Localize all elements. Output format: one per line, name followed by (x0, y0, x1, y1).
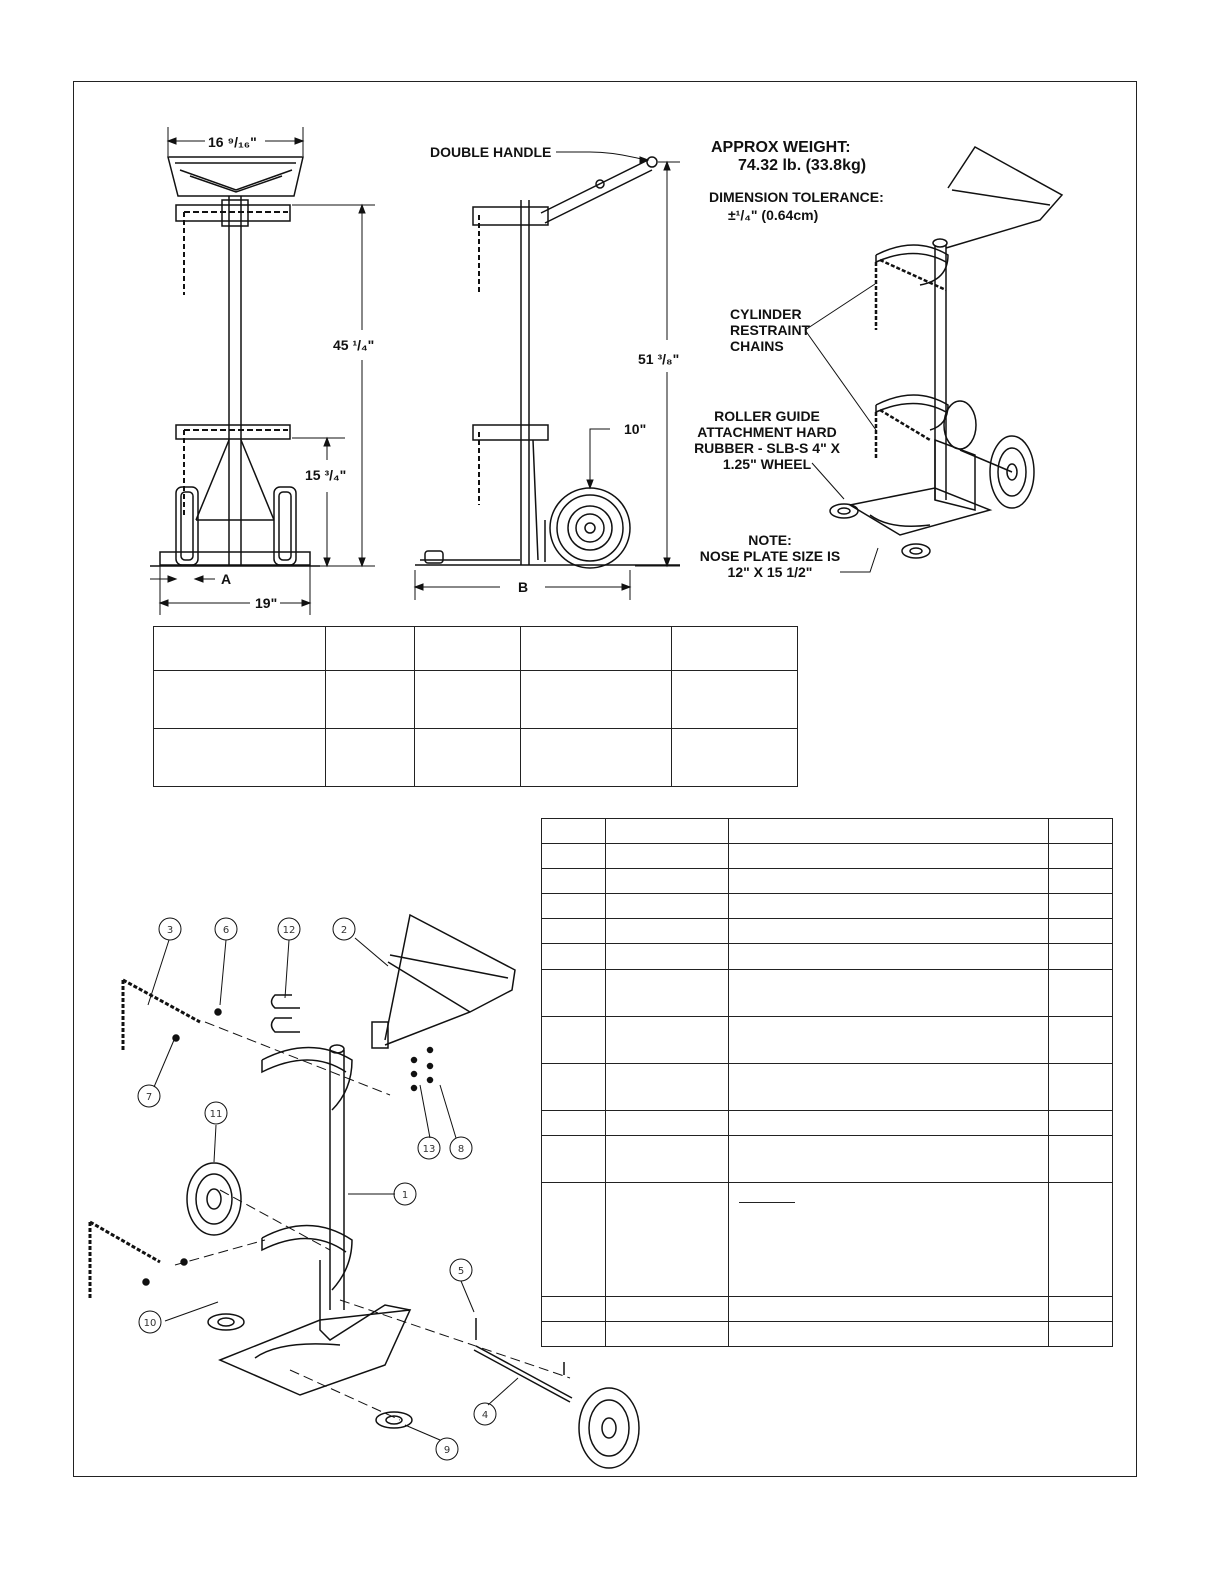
balloon-2 (333, 918, 355, 940)
dim-top-width: 16 ⁹/₁₆" (208, 134, 257, 150)
front-view (150, 157, 320, 566)
balloon-leaders (145, 938, 518, 1440)
tolerance-title: DIMENSION TOLERANCE: (709, 189, 884, 205)
table-row (542, 1063, 1113, 1110)
table-row (542, 1016, 1113, 1063)
dim-overall-height: 45 ¹/₄" (333, 337, 375, 353)
dim-side-height: 51 ³/₈" (638, 351, 680, 367)
table-row (154, 729, 798, 787)
nose-plate-line-1: NOTE: (748, 532, 792, 548)
table-row (542, 969, 1113, 1016)
nose-plate-line-2: NOSE PLATE SIZE IS (699, 548, 841, 564)
svg-text:1: 1 (401, 1190, 409, 1201)
underline-mark (739, 1202, 795, 1203)
table-row (542, 919, 1113, 944)
balloon-13 (418, 1137, 440, 1159)
table-row (542, 819, 1113, 844)
dim-label-b: B (518, 579, 529, 595)
callout-double-handle: DOUBLE HANDLE (430, 144, 552, 160)
restraint-chains-line-1: CYLINDER (730, 306, 802, 322)
restraint-chains-line-2: RESTRAINT (730, 322, 811, 338)
svg-text:9: 9 (443, 1445, 451, 1456)
table-row (542, 869, 1113, 894)
table-row (542, 1321, 1113, 1346)
svg-text:13: 13 (422, 1144, 436, 1155)
svg-text:3: 3 (166, 925, 174, 936)
svg-text:6: 6 (222, 925, 230, 936)
dim-wheel-diameter: 10" (624, 421, 647, 437)
dimension-table (153, 626, 798, 787)
balloon-9 (436, 1438, 458, 1460)
svg-text:12: 12 (282, 925, 296, 936)
svg-text:5: 5 (457, 1266, 465, 1277)
svg-text:4: 4 (481, 1410, 489, 1421)
isometric-view (830, 147, 1062, 558)
svg-text:11: 11 (209, 1109, 223, 1120)
nose-plate-line-3: 12" X 15 1/2" (727, 564, 813, 580)
dim-label-a: A (221, 571, 232, 587)
table-row (154, 627, 798, 671)
balloon-5 (450, 1259, 472, 1281)
table-row (154, 671, 798, 729)
callout-nose-plate (700, 532, 841, 580)
balloon-11 (205, 1102, 227, 1124)
approx-weight-value: 74.32 lb. (33.8kg) (738, 157, 867, 174)
table-row (542, 1296, 1113, 1321)
table-row (542, 1111, 1113, 1136)
svg-text:10: 10 (143, 1318, 157, 1329)
balloon-10 (139, 1311, 161, 1333)
callout-restraint-chains (730, 306, 811, 354)
table-row (542, 944, 1113, 969)
parts-list-table (541, 818, 1113, 1347)
table-row (542, 894, 1113, 919)
roller-guide-line-2: ATTACHMENT HARD (697, 424, 837, 440)
part-balloons (138, 918, 496, 1460)
balloon-1 (394, 1183, 416, 1205)
balloon-7 (138, 1085, 160, 1107)
balloon-3 (159, 918, 181, 940)
balloon-6 (215, 918, 237, 940)
front-view-dimensions (150, 127, 375, 615)
approx-weight-title: APPROX WEIGHT: (711, 139, 851, 156)
roller-guide-line-3: RUBBER - SLB-S 4" X (694, 440, 840, 456)
table-row (542, 844, 1113, 869)
svg-text:2: 2 (340, 925, 348, 936)
roller-guide-line-1: ROLLER GUIDE (714, 408, 820, 424)
table-row (542, 1183, 1113, 1296)
roller-guide-line-4: 1.25" WHEEL (722, 456, 812, 472)
balloon-4 (474, 1403, 496, 1425)
restraint-chains-line-3: CHAINS (730, 338, 784, 354)
balloon-8 (450, 1137, 472, 1159)
callout-roller-guide (694, 408, 841, 472)
balloon-12 (278, 918, 300, 940)
tolerance-value: ±¹/₄" (0.64cm) (728, 207, 819, 223)
svg-text:8: 8 (457, 1144, 465, 1155)
dim-lower-chain-height: 15 ³/₄" (305, 467, 347, 483)
table-row (542, 1136, 1113, 1183)
dim-base-width: 19" (255, 595, 278, 611)
svg-text:7: 7 (145, 1092, 153, 1103)
